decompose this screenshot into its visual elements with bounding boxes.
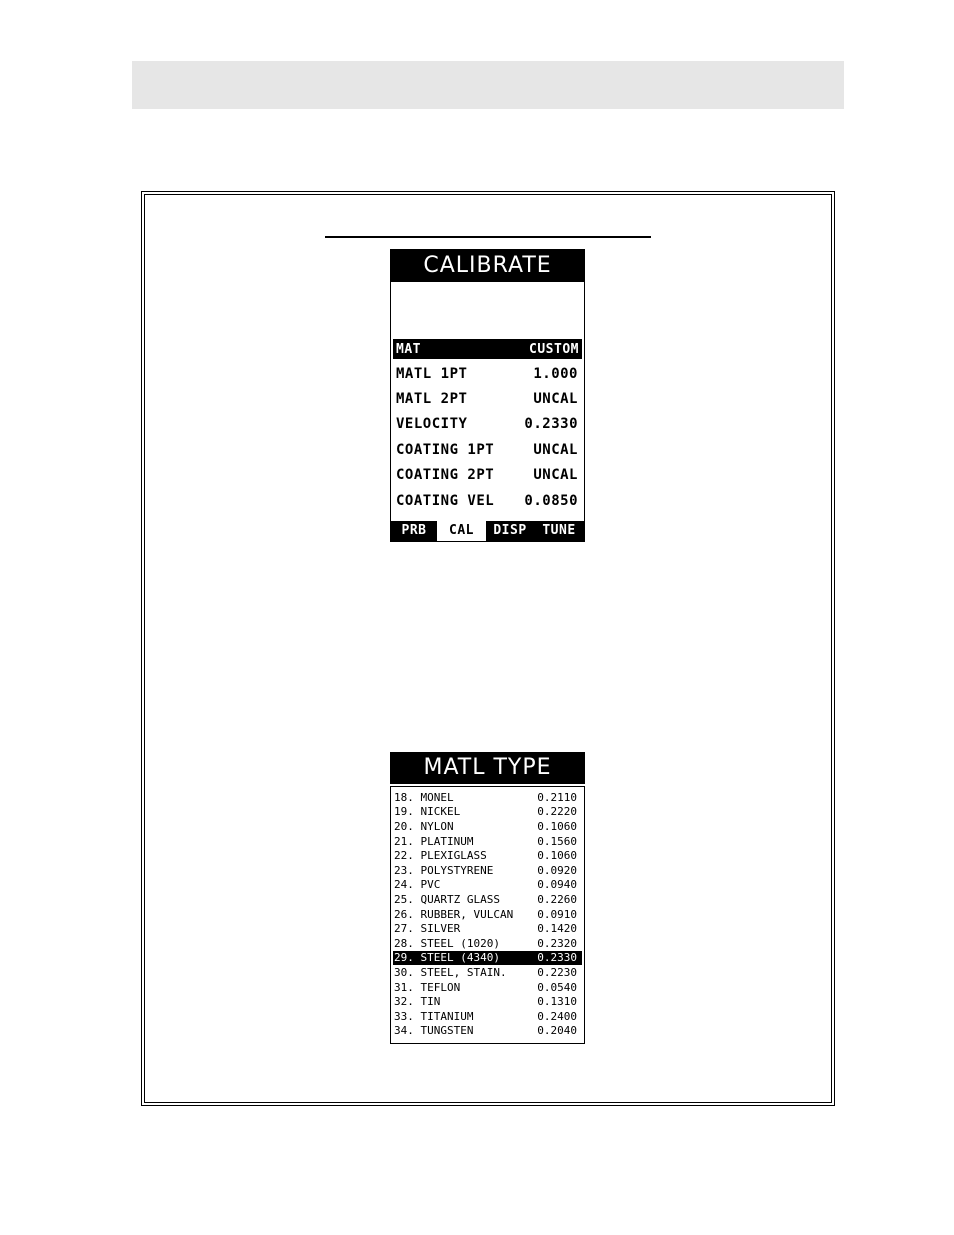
calibrate-row-coating-vel[interactable] [391,488,584,513]
material-item-velocity: 0.0910 [537,907,577,921]
material-item-velocity: 0.2040 [537,1024,577,1038]
material-item-label: 29. STEEL (4340) [394,951,500,965]
material-item-velocity: 0.1420 [537,922,577,936]
tab-tune[interactable]: TUNE [542,523,576,538]
calibrate-row-label: VELOCITY [396,416,468,433]
material-item-label: 24. PVC [394,878,441,892]
calibrate-row-velocity[interactable] [391,412,584,437]
calibrate-row-value: 1.000 [533,365,578,382]
material-item-monel[interactable] [391,790,584,805]
calibrate-row-coating-2pt[interactable] [391,463,584,488]
material-item-velocity: 0.2230 [537,965,577,979]
material-item-steel-4340[interactable] [393,951,582,966]
material-screen-title: MATL TYPE [390,752,585,784]
material-item-polystyrene[interactable] [391,863,584,878]
calibrate-row-label: COATING 1PT [396,441,495,458]
material-item-quartz-glass[interactable] [391,892,584,907]
calibrate-screen-title: CALIBRATE [391,250,584,282]
material-item-nylon[interactable] [391,819,584,834]
material-item-tin[interactable] [391,994,584,1009]
material-item-label: 22. PLEXIGLASS [394,849,487,863]
material-item-tungsten[interactable] [391,1024,584,1039]
material-item-velocity: 0.2260 [537,892,577,906]
calibrate-row-value: UNCAL [533,441,578,458]
material-item-silver[interactable] [391,921,584,936]
calibrate-row-value: 0.0850 [524,492,578,509]
calibrate-screen [390,249,585,542]
material-item-platinum[interactable] [391,834,584,849]
material-item-steel-1020[interactable] [391,936,584,951]
material-item-label: 26. RUBBER, VULCAN [394,907,514,921]
calibrate-row-value: UNCAL [533,467,578,484]
calibrate-row-matl-1pt[interactable] [391,361,584,386]
material-item-label: 32. TIN [394,995,441,1009]
calibrate-row-value: CUSTOM [529,341,579,357]
material-item-label: 21. PLATINUM [394,834,474,848]
calibrate-row-mat[interactable] [393,339,582,359]
material-item-titanium[interactable] [391,1009,584,1024]
calibrate-row-label: COATING 2PT [396,467,495,484]
calibrate-row-coating-1pt[interactable] [391,437,584,462]
calibrate-row-label: MATL 1PT [396,365,468,382]
material-item-velocity: 0.2330 [537,951,577,965]
material-item-label: 23. POLYSTYRENE [394,863,494,877]
material-item-label: 34. TUNGSTEN [394,1024,474,1038]
calibrate-tab-bar [391,521,584,541]
material-item-velocity: 0.2110 [537,790,577,804]
material-list [390,786,585,1044]
material-item-teflon[interactable] [391,980,584,995]
material-item-label: 28. STEEL (1020) [394,936,500,950]
calibrate-row-value: 0.2330 [524,416,578,433]
calibrate-row-value: UNCAL [533,391,578,408]
material-item-velocity: 0.2320 [537,936,577,950]
material-item-label: 18. MONEL [394,790,454,804]
material-item-label: 31. TEFLON [394,980,461,994]
material-item-velocity: 0.0920 [537,863,577,877]
material-item-label: 33. TITANIUM [394,1009,474,1023]
page-header-band [132,61,844,109]
tab-prb[interactable]: PRB [401,523,427,538]
tab-cal[interactable]: CAL [437,521,486,541]
caption-underline [325,236,651,238]
material-item-label: 20. NYLON [394,819,454,833]
material-item-rubber-vulcan[interactable] [391,907,584,922]
material-item-label: 25. QUARTZ GLASS [394,892,500,906]
calibrate-menu [391,337,584,513]
material-item-velocity: 0.0940 [537,878,577,892]
tab-disp[interactable]: DISP [493,523,527,538]
material-item-velocity: 0.1060 [537,819,577,833]
material-item-velocity: 0.0540 [537,980,577,994]
material-item-velocity: 0.2220 [537,805,577,819]
material-item-label: 30. STEEL, STAIN. [394,965,507,979]
calibrate-row-label: MAT [396,341,421,357]
material-item-velocity: 0.1060 [537,849,577,863]
material-item-plexiglass[interactable] [391,848,584,863]
calibrate-screen-blank-area [391,282,584,337]
material-item-steel-stain[interactable] [391,965,584,980]
material-item-velocity: 0.1310 [537,995,577,1009]
calibrate-row-label: COATING VEL [396,492,495,509]
material-item-label: 19. NICKEL [394,805,461,819]
calibrate-row-matl-2pt[interactable] [391,386,584,411]
material-item-label: 27. SILVER [394,922,461,936]
calibrate-row-label: MATL 2PT [396,391,468,408]
material-item-velocity: 0.1560 [537,834,577,848]
material-item-pvc[interactable] [391,878,584,893]
material-item-velocity: 0.2400 [537,1009,577,1023]
material-item-nickel[interactable] [391,805,584,820]
